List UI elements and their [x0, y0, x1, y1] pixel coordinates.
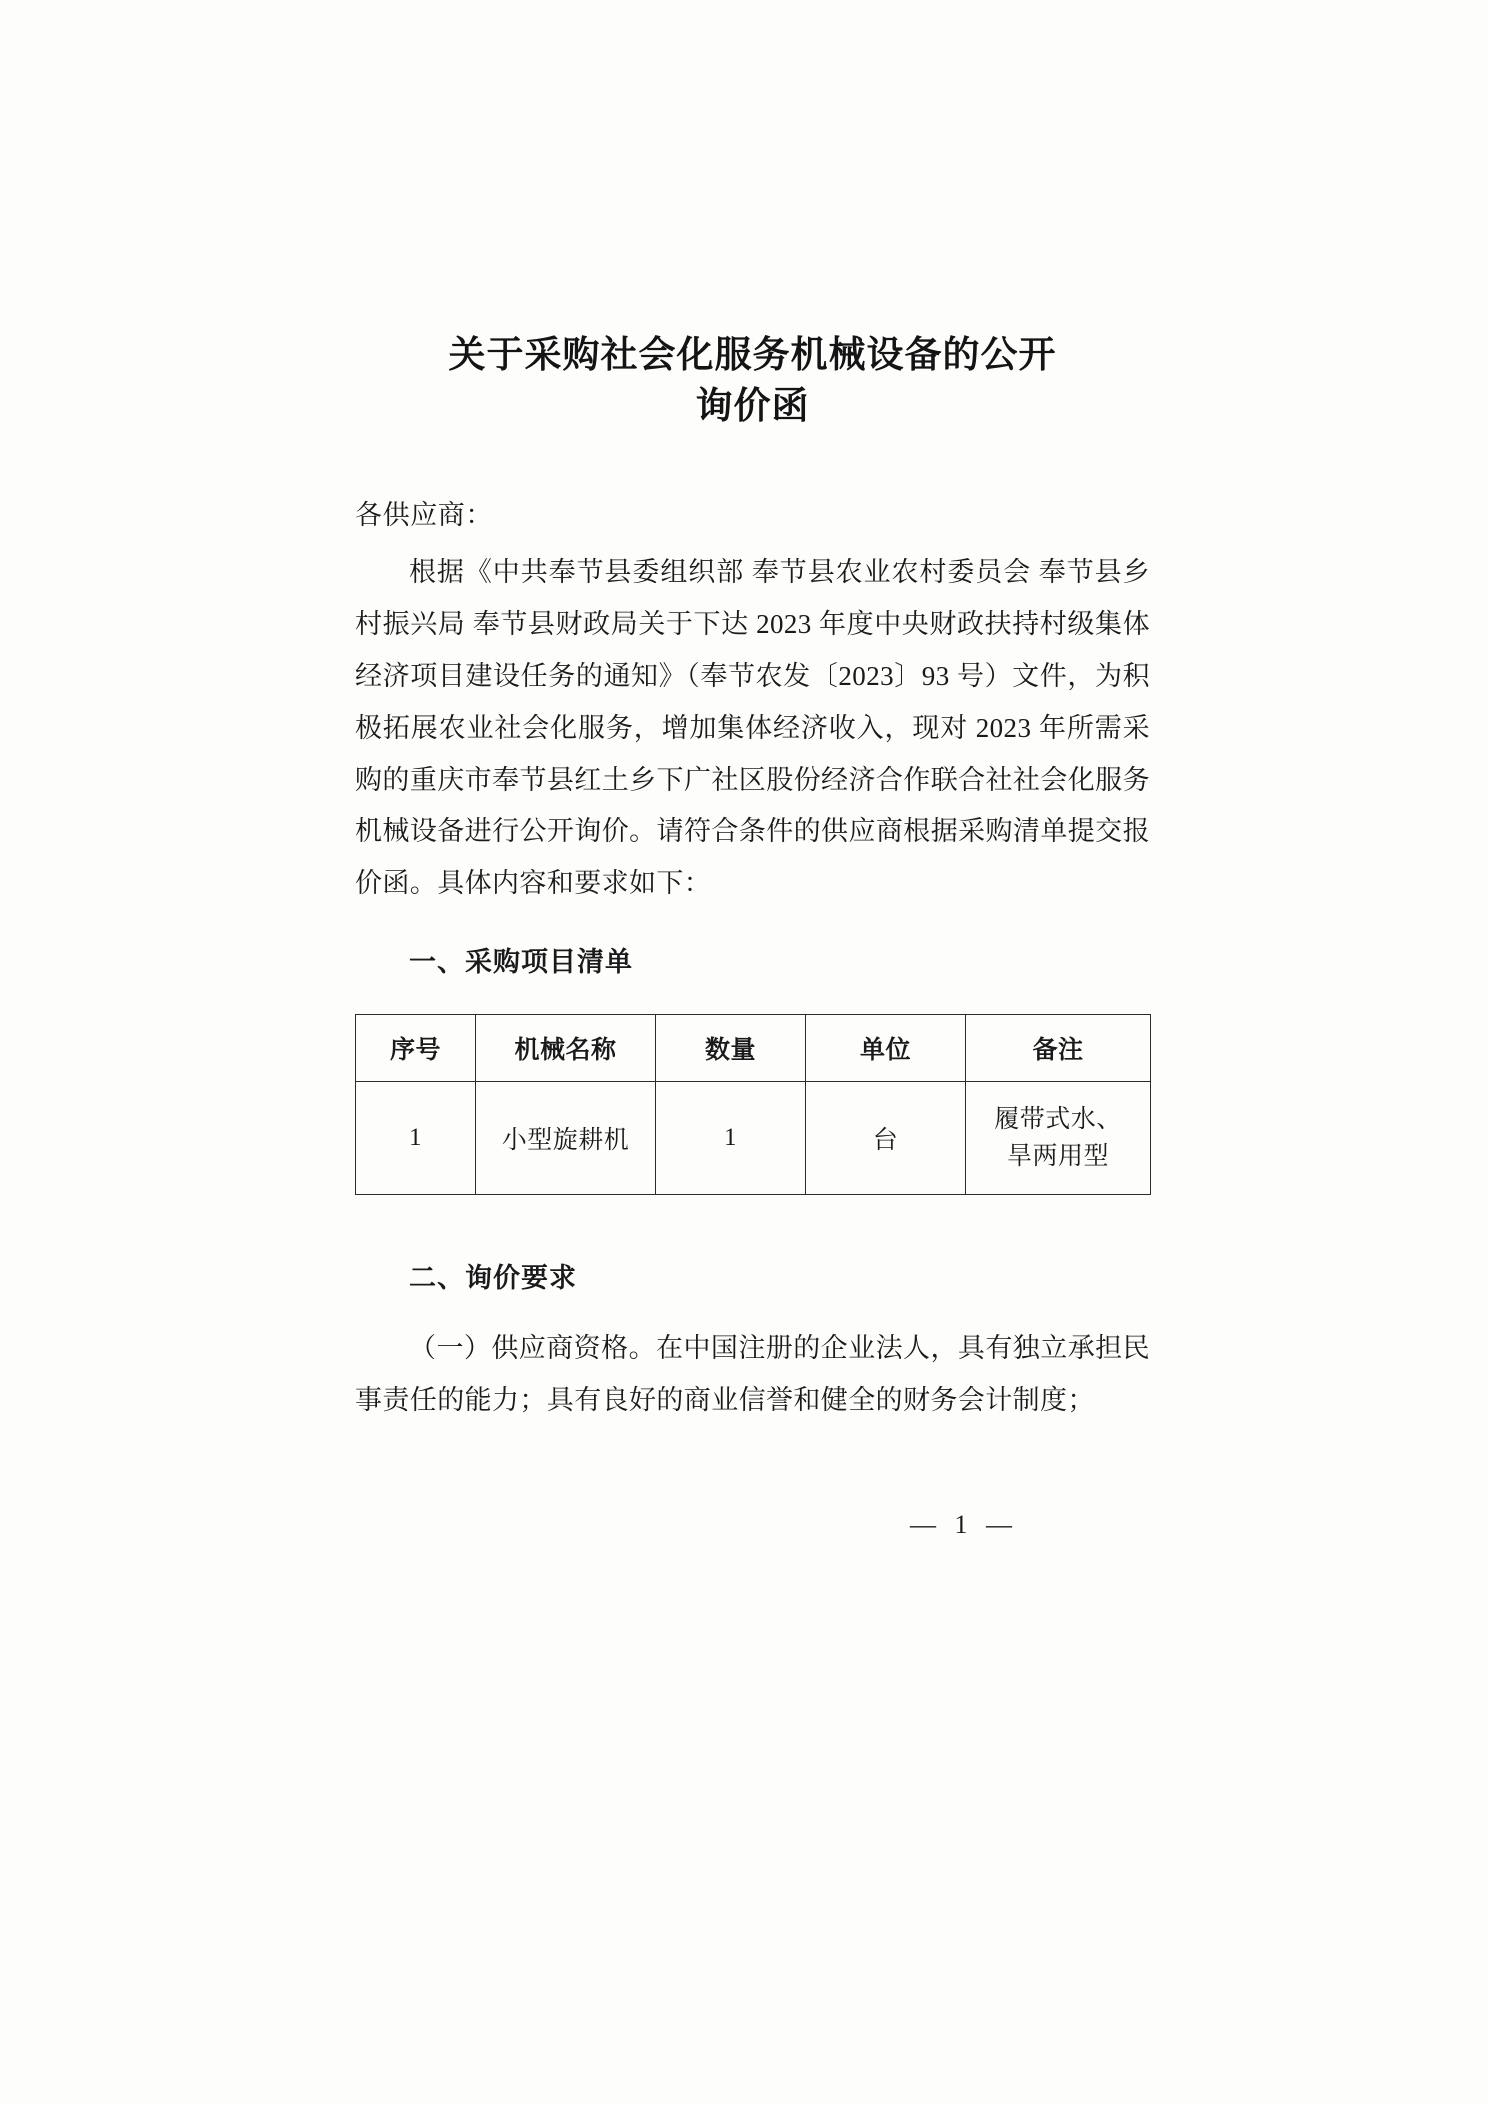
table-header-row	[356, 1015, 1151, 1082]
intro-paragraph: 根据《中共奉节县委组织部 奉节县农业农村委员会 奉节县乡村振兴局 奉节县财政局关于下达 2023 年度中央财政扶持村级集体经济项目建设任务的通知》（奉节农发〔2023〕93 号）文件，为积极拓展农业社会化服务，增加集体经济收入，现对 2023 年所需采购的重庆市奉节县红土乡下广社区股份经济合作联合社社会化服务机械设备进行公开询价。请符合条件的供应商根据采购清单提交报价函。具体内容和要求如下：	[355, 557, 1150, 899]
section-heading-one: 一、采购项目清单	[409, 947, 633, 978]
cell-quantity: 1	[656, 1082, 806, 1195]
cell-remark	[966, 1082, 1151, 1195]
salutation: 各供应商：	[355, 500, 493, 531]
cell-remark-line-2: 旱两用型	[1006, 1143, 1109, 1171]
cell-machine-name: 小型旋耕机	[476, 1082, 656, 1195]
cell-unit: 台	[806, 1082, 966, 1195]
table-row	[356, 1082, 1151, 1195]
purchase-list-table	[355, 1014, 1151, 1195]
page-title	[355, 330, 1150, 432]
page-number: — 1 —	[910, 1510, 1018, 1539]
column-header-machine-name: 机械名称	[476, 1015, 656, 1082]
requirement-paragraph-one: （一）供应商资格。在中国注册的企业法人，具有独立承担民事责任的能力；具有良好的商业信誉和健全的财务会计制度；	[355, 1332, 1150, 1415]
title-line-1: 关于采购社会化服务机械设备的公开	[448, 335, 1057, 376]
section-heading-two: 二、询价要求	[409, 1263, 577, 1294]
cell-index: 1	[356, 1082, 476, 1195]
title-line-2: 询价函	[695, 386, 810, 428]
column-header-unit: 单位	[806, 1015, 966, 1082]
cell-remark-line-1: 履带式水、	[994, 1105, 1122, 1133]
column-header-quantity: 数量	[656, 1015, 806, 1082]
column-header-index: 序号	[356, 1015, 476, 1082]
document-body	[355, 330, 1150, 1453]
column-header-remark: 备注	[966, 1015, 1151, 1082]
